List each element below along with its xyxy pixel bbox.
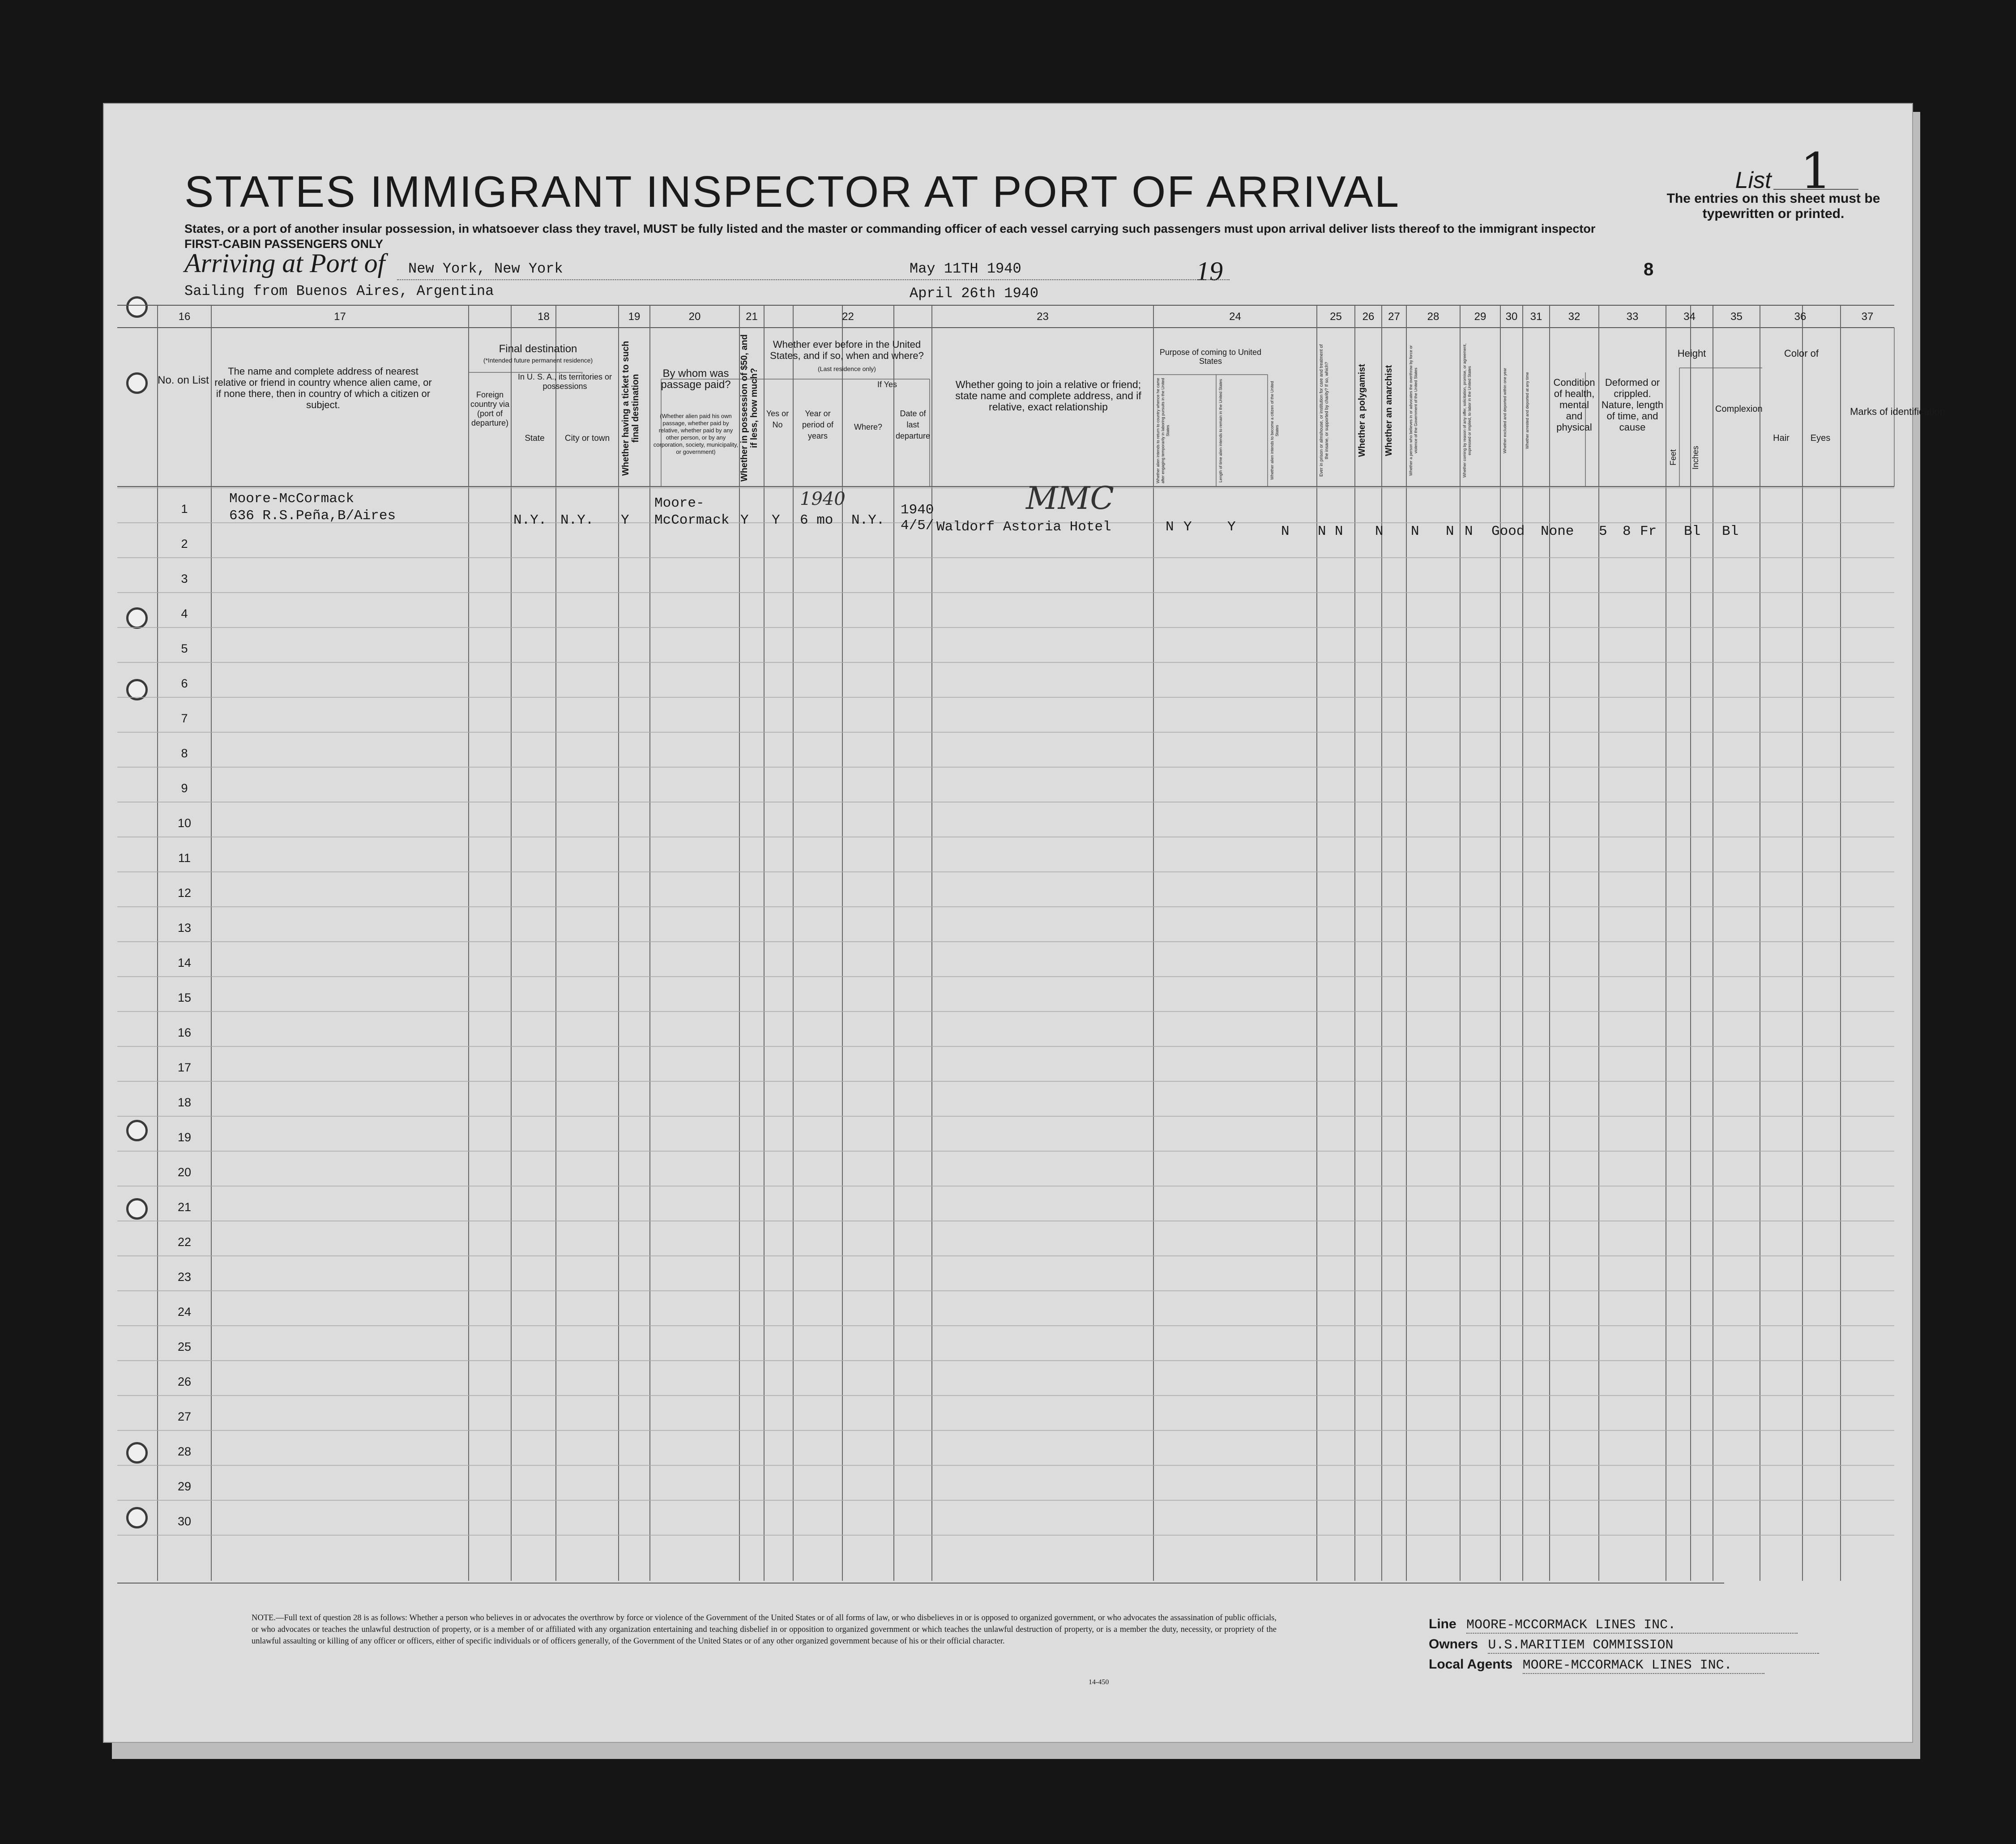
entry-complexion: Fr: [1640, 524, 1657, 539]
handwritten-initials: MMC: [1026, 480, 1114, 516]
column-number: 23: [1037, 311, 1049, 323]
line-field: [1429, 1617, 1798, 1634]
column-number: 26: [1362, 311, 1375, 323]
arrival-date: May 11TH 1940: [910, 260, 1021, 277]
header-ever-before: Whether ever before in the United States, and if so, when and where?: [770, 339, 924, 361]
list-label: List: [1735, 167, 1772, 193]
column-number: 22: [842, 311, 854, 323]
column-number: 21: [746, 311, 758, 323]
header-passage-paid: By whom was passage paid?: [661, 367, 731, 391]
header-believes-overthrow: Whether a person who believes in or advocates the overthrow by force or violence of the Government of the United States: [1409, 345, 1418, 476]
header-last-residence: (Last residence only): [818, 365, 876, 372]
header-final-destination-sub: (*Intended future permanent residence): [483, 357, 593, 364]
entry-anarchist: N: [1335, 524, 1343, 539]
header-joining: Whether going to join a relative or friend; state name and complete address, and if relative, exact relationship: [955, 379, 1141, 413]
agents-field: [1429, 1657, 1764, 1674]
column-number: 34: [1683, 311, 1696, 323]
entry-has-fifty: Y: [740, 512, 749, 528]
instruction-text: States, or a port of another insular possession, in whatsoever class they travel, MUST be fully listed and the master or commanding officer of each vessel carrying such passengers must upon arrival deliver lists thereof to the immigrant inspector: [184, 222, 1596, 235]
entry-purpose-length: Y: [1183, 519, 1192, 535]
header-ticket: Whether having a ticket to such final destination: [621, 341, 641, 476]
entry-arrested: N: [1465, 524, 1473, 539]
row-number: 24: [177, 1305, 192, 1319]
entry-polygamist: N: [1318, 524, 1326, 539]
header-passage-paid-sub: (Whether alien paid his own passage, whether paid by relative, whether paid by any other person, or by any corporation, society, municipality, or government): [653, 413, 739, 455]
header-where: Where?: [854, 423, 883, 431]
arriving-label: Arriving at Port of: [184, 248, 385, 278]
row-number: 7: [181, 712, 188, 725]
entry-inches: 8: [1623, 524, 1631, 539]
header-purpose-citizen: Whether alien intends to become a citizen of the United States: [1270, 381, 1279, 480]
row-number: 6: [181, 677, 188, 690]
row-number: 22: [177, 1235, 192, 1249]
entry-city: N.Y.: [560, 512, 594, 528]
row-number: 28: [177, 1445, 192, 1458]
entry-ever-in-us: Y: [772, 512, 780, 528]
row-number: 1: [181, 502, 188, 516]
column-number: 28: [1427, 311, 1439, 323]
header-no-on-list: No. on List: [158, 374, 209, 386]
row-number: 11: [178, 851, 191, 865]
column-number: 29: [1474, 311, 1486, 323]
row-number: 3: [181, 572, 188, 585]
entry-purpose-return: N: [1166, 519, 1174, 535]
header-city: City or town: [564, 434, 610, 443]
manifest-sheet: [103, 103, 1945, 1743]
row-number: 10: [177, 816, 192, 830]
column-number: 17: [334, 311, 346, 323]
entry-joining: Waldorf Astoria Hotel: [936, 519, 1111, 535]
row-number: 17: [177, 1061, 192, 1074]
owners-label: Owners: [1429, 1637, 1478, 1652]
form-number: 14-450: [1089, 1678, 1109, 1686]
margin-mark: 8: [1644, 260, 1654, 279]
handwritten-year: 1940: [800, 489, 846, 509]
table-grid: [104, 104, 1912, 1742]
header-if-yes: If Yes: [877, 380, 897, 389]
entry-purpose-citizen: Y: [1227, 519, 1236, 535]
agents-value: MOORE-MCCORMACK LINES INC.: [1523, 1658, 1764, 1674]
sailing-date: April 26th 1940: [910, 285, 1039, 302]
header-inches: Inches: [1691, 445, 1700, 470]
entry-where: N.Y.: [851, 512, 885, 528]
column-number: 30: [1505, 311, 1518, 323]
header-in-usa: In U. S. A., its territories or possessions: [517, 372, 612, 391]
row-number: 27: [177, 1410, 192, 1423]
row-number: 14: [177, 956, 192, 969]
agents-label: Local Agents: [1429, 1657, 1513, 1672]
column-number: 24: [1229, 311, 1241, 323]
entry-relative-line1: Moore-McCormack: [229, 491, 355, 507]
header-purpose: Purpose of coming to United States: [1159, 348, 1262, 366]
column-number: 36: [1794, 311, 1807, 323]
row-number: 9: [181, 781, 188, 795]
header-last-departure: Date of last departure: [895, 409, 931, 440]
header-prison: Ever in prison or almshouse, or institution for care and treatment of the insane, or supported by charity? If so, which?: [1319, 344, 1329, 477]
header-deformed: Deformed or crippled. Nature, length of time, and cause: [1601, 377, 1664, 433]
header-state: State: [525, 434, 545, 443]
row-number: 16: [177, 1026, 192, 1039]
entry-state: N.Y.: [513, 512, 547, 528]
class-line: FIRST-CABIN PASSENGERS ONLY: [184, 237, 384, 251]
sailing-from: Sailing from Buenos Aires, Argentina: [184, 283, 494, 299]
header-health: Condition of health, mental and physical: [1553, 377, 1595, 433]
row-number: 20: [177, 1165, 192, 1179]
column-number: 25: [1330, 311, 1342, 323]
row-number: 15: [177, 991, 192, 1004]
entry-departure-year: 1940: [901, 502, 934, 518]
row-number: 12: [177, 886, 192, 900]
arriving-port: New York, New York: [408, 260, 563, 277]
column-number: 32: [1568, 311, 1580, 323]
header-yes-no: Yes or No: [766, 409, 789, 429]
column-number: 31: [1530, 311, 1542, 323]
row-number: 21: [177, 1200, 192, 1214]
column-number: 20: [688, 311, 701, 323]
header-fifty-dollars: Whether in possession of $50, and if less, how much?: [739, 334, 759, 482]
entry-relative-line2: 636 R.S.Peña,B/Aires: [229, 508, 396, 524]
entry-period: 6 mo: [800, 512, 833, 528]
entry-believes: N: [1375, 524, 1384, 539]
entry-ticket: Y: [621, 512, 629, 528]
header-anarchist: Whether an anarchist: [1384, 365, 1394, 456]
header-color-of: Color of: [1784, 348, 1819, 359]
header-marks-identification: Marks of identification: [1850, 406, 1945, 417]
header-eyes: Eyes: [1810, 433, 1831, 443]
entry-departure-date: 4/5/: [901, 518, 934, 534]
column-number: 27: [1388, 311, 1400, 323]
year-prefix: 19: [1196, 256, 1223, 286]
row-number: 26: [177, 1375, 192, 1388]
row-number: 18: [177, 1096, 192, 1109]
entry-paid-by-line1: Moore-: [654, 495, 705, 511]
column-number: 19: [628, 311, 641, 323]
entry-excluded: N: [1446, 524, 1454, 539]
owners-field: [1429, 1637, 1819, 1654]
header-feet: Feet: [1669, 449, 1678, 466]
entry-health: Good: [1491, 524, 1525, 539]
column-number: 33: [1626, 311, 1639, 323]
entry-eyes: Bl: [1722, 524, 1739, 539]
column-number: 37: [1861, 311, 1874, 323]
row-number: 5: [181, 642, 188, 655]
owners-value: U.S.MARITIEM COMMISSION: [1488, 1638, 1819, 1654]
header-year-period: Year or period of years: [802, 409, 834, 440]
line-label: Line: [1429, 1617, 1456, 1631]
header-final-destination: Final destination: [499, 343, 577, 355]
header-purpose-return: Whether alien intends to return to country whence he came after engaging temporarily in laboring pursuits in the United States: [1156, 378, 1170, 483]
header-complexion: Complexion: [1715, 404, 1763, 414]
question-28-note: NOTE.—Full text of question 28 is as follows: Whether a person who believes in or advocates the overthrow by force or violence of the Government of the United States or of all forms of law, or who disbelieves in or is opposed to organized government, or who advocates the assassination of public officials, or who advocates or teaches the unlawful destruction of property, or is a member of or affiliated with any organization entertaining and teaching disbelief in or opposition to organized government or which teaches the unlawful destruction of property, or is a member the duty, necessity, or propriety of the unlawful assaulting or killing of any officer or officers, either of specific individuals or of officers generally, of the Government of the United States or of any other organized government because of his or their official character.: [252, 1614, 1277, 1646]
row-number: 25: [177, 1340, 192, 1353]
row-number: 29: [177, 1480, 192, 1493]
entry-deformed: None: [1541, 524, 1574, 539]
list-number: 1: [1773, 153, 1858, 190]
row-number: 2: [181, 537, 188, 551]
column-number: 18: [538, 311, 550, 323]
entry-prison: N: [1281, 524, 1290, 539]
entry-paid-by-line2: McCormack: [654, 512, 730, 528]
header-height: Height: [1677, 348, 1706, 359]
column-number: 35: [1730, 311, 1743, 323]
header-arrested: Whether arrested and deported at any time: [1525, 372, 1529, 449]
entry-feet: 5: [1599, 524, 1607, 539]
row-number: 30: [177, 1515, 192, 1528]
header-excluded: Whether excluded and deported within one year: [1503, 367, 1507, 453]
line-value: MOORE-MCCORMACK LINES INC.: [1466, 1618, 1798, 1634]
header-relative-address: The name and complete address of nearest relative or friend in country whence alien came, or if none there, then in country of which a citizen or subject.: [214, 366, 432, 410]
row-number: 4: [181, 607, 188, 620]
column-number: 16: [178, 311, 191, 323]
header-foreign-country: Foreign country via (port of departure): [470, 390, 510, 427]
row-number: 8: [181, 747, 188, 760]
row-number: 19: [177, 1131, 192, 1144]
header-polygamist: Whether a polygamist: [1357, 364, 1367, 457]
header-hair: Hair: [1773, 433, 1790, 443]
list-note: The entries on this sheet must be typewritten or printed.: [1666, 191, 1880, 221]
row-number: 13: [177, 921, 192, 935]
form-title: STATES IMMIGRANT INSPECTOR AT PORT OF ARRIVAL: [184, 167, 1401, 216]
header-offer-labor: Whether coming by reason of any offer, solicitation, promise, or agreement, expressed or implied, to labor in the United States: [1462, 343, 1472, 478]
entry-hair: Bl: [1684, 524, 1701, 539]
entry-offer: N: [1411, 524, 1419, 539]
row-number: 23: [177, 1270, 192, 1284]
header-purpose-length: Length of time alien intends to remain in the United States: [1218, 379, 1223, 482]
